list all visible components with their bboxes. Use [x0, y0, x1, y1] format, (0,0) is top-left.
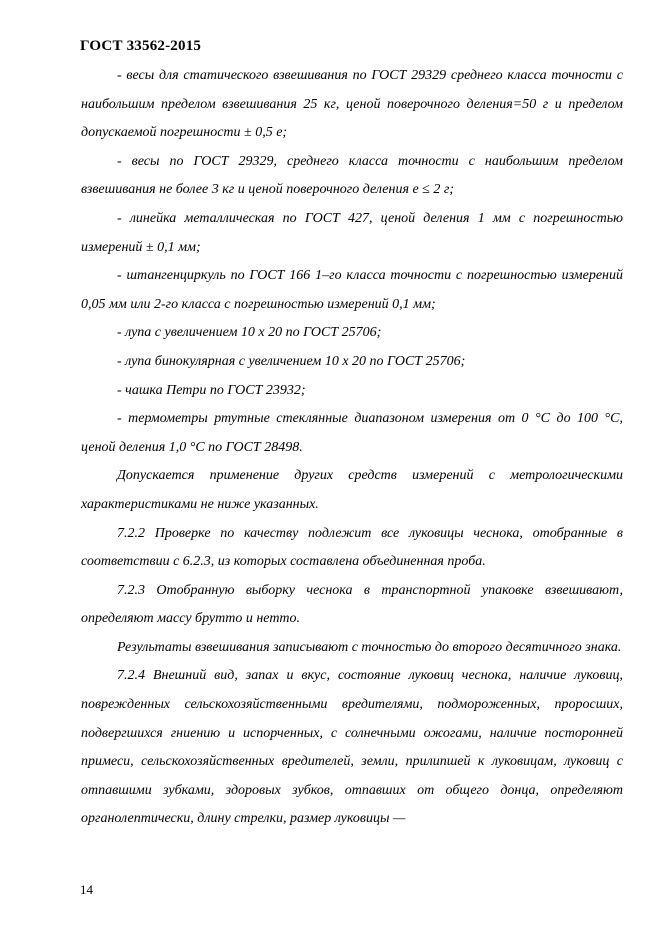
equipment-item-scales-3kg: - весы по ГОСТ 29329, среднего класса точности с наибольшим пределом взвешивания не более 3 кг и ценой поверочного деления е ≤ 2 г; [81, 153, 623, 198]
paragraph-alternative-instruments: Допускается применение других средств измерений с метрологическими характеристиками не ниже указанных. [81, 468, 623, 512]
equipment-item-ruler: - линейка металлическая по ГОСТ 427, ценой деления 1 мм с погрешностью измерений ± 0,1 мм; [81, 210, 623, 255]
equipment-item-binocular-magnifier: - лупа бинокулярная с увеличением 10 х 20 по ГОСТ 25706; [117, 353, 466, 369]
equipment-item-thermometers: - термометры ртутные стеклянные диапазоном измерения от 0 °С до 100 °С, ценой деления 1,0 °С по ГОСТ 28498. [81, 411, 623, 455]
page-number: 14 [80, 882, 93, 897]
paragraph-weighing-results: Результаты взвешивания записывают с точностью до второго десятичного знака. [117, 639, 622, 655]
equipment-item-scales-25kg: - весы для статического взвешивания по ГОСТ 29329 среднего класса точности с наибольшим пределом взвешивания 25 кг, ценой поверочного деления=50 г и пределом допускаемой погрешности ± 0,5 е; [81, 68, 623, 141]
clause-7-2-2: 7.2.2 Проверке по качеству подлежит все луковицы чеснока, отобранные в соответствии с 6.2.3, из которых составлена объединенная проба. [81, 525, 623, 570]
equipment-item-caliper: - штангенциркуль по ГОСТ 166 1–го класса точности с погрешностью измерений 0,05 мм или 2-го класса с погрешностью измерений 0,1 мм; [81, 268, 623, 312]
clause-7-2-3: 7.2.3 Отобранную выборку чеснока в транспортной упаковке взвешивают, определяют массу брутто и нетто. [81, 582, 623, 627]
clause-7-2-4: 7.2.4 Внешний вид, запах и вкус, состояние луковиц чеснока, наличие луковиц, поврежденных сельскохозяйственными вредителями, подмороженных, проросших, подвергшихся гниению и испорченных, с солнечными ожогами, наличие посторонней примеси, сельскохозяйственных вредителей, земли, прилипшей к луковицам, луковиц с отпавшими зубками, здоровых зубков, отпавших от общего донца, определяют органолептически, длину стрелки, размер луковицы — [81, 668, 623, 827]
document-body [81, 62, 623, 834]
document-code-header: ГОСТ 33562-2015 [80, 38, 202, 54]
equipment-item-petri-dish: - чашка Петри по ГОСТ 23932; [117, 382, 306, 398]
equipment-item-magnifier: - лупа с увеличением 10 х 20 по ГОСТ 25706; [117, 325, 382, 341]
